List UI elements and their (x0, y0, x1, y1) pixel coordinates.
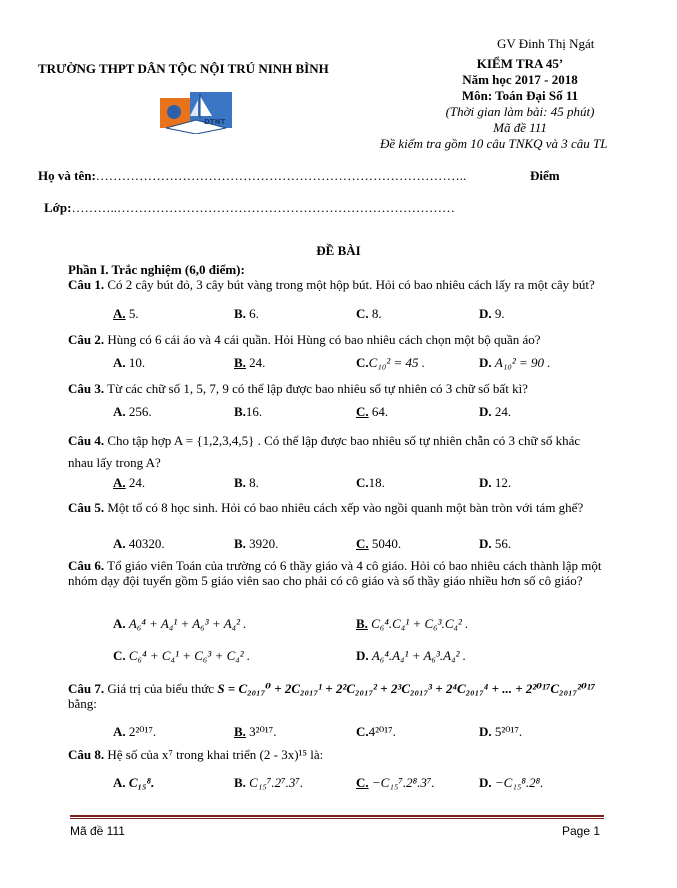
logo-text: DTNT (204, 118, 226, 126)
exam-time: (Thời gian làm bài: 45 phút) (445, 104, 595, 119)
option-d[interactable]: D. 24. (479, 404, 512, 419)
option-d[interactable]: D. A₆⁴.A₄¹ + A₆³.A₄² . (356, 648, 466, 663)
page-title: ĐỀ BÀI (316, 243, 361, 258)
option-d[interactable]: D. 9. (479, 306, 505, 321)
exam-code: Mã đề 111 (493, 120, 547, 135)
exam-subject: Môn: Toán Đại Số 11 (461, 88, 579, 103)
question-4: Câu 4. Cho tập hợp A = {1,2,3,4,5} . Có thể lập được bao nhiêu số tự nhiên chẵn có 3 chữ số khác nhau lấy trong A? (68, 433, 581, 470)
option-a[interactable]: A. 5. (113, 306, 139, 321)
footer-page: Page 1 (562, 824, 601, 838)
footer-code: Mã đề 111 (70, 824, 125, 838)
option-b[interactable]: B. 6. (234, 306, 259, 321)
option-c[interactable]: C. 8. (356, 306, 382, 321)
question-1 (68, 277, 603, 292)
class-line (44, 200, 455, 216)
option-d[interactable]: D. −C₁₅⁸.2⁸. (479, 775, 544, 790)
question-5: Câu 5. Một tổ có 8 học sinh. Hỏi có bao nhiêu cách xếp vào ngồi quanh một bàn tròn với tám ghế? (68, 500, 584, 515)
option-d[interactable]: D. 12. (479, 475, 512, 490)
name-label: Họ và tên: (38, 168, 96, 183)
option-c[interactable]: C.C₁₀² = 45 . (356, 355, 426, 370)
question-label: Câu 1. (68, 277, 105, 292)
option-d[interactable]: D. 56. (479, 536, 512, 551)
option-d[interactable]: D. A₁₀² = 90 . (479, 355, 551, 370)
question-6: Câu 6. Tổ giáo viên Toán của trường có 6 thầy giáo và 4 cô giáo. Hỏi có bao nhiêu cách thành lập một nhóm dạy đội tuyển gồm 5 giáo viên sao cho phải có cô giáo và số thầy giáo nhiều hơn số cô giáo? (68, 558, 602, 588)
option-a[interactable]: A. 24. (113, 475, 146, 490)
option-b[interactable]: B. C₆⁴.C₄¹ + C₆³.C₄² . (356, 616, 469, 631)
option-a[interactable]: A. 10. (113, 355, 146, 370)
question-text: Có 2 cây bút đỏ, 3 cây bút vàng trong một hộp bút. Hỏi có bao nhiêu cách lấy ra một cây bút? (107, 277, 595, 292)
exam-title: KIỂM TRA 45’ (476, 56, 564, 71)
option-c[interactable]: C.18. (356, 475, 385, 490)
math-expression: S = C₂₀₁₇⁰ + 2C₂₀₁₇¹ + 2²C₂₀₁₇² + 2³C₂₀₁₇³ + 2⁴C₂₀₁₇⁴ + ... + 2²⁰¹⁷C₂₀₁₇²⁰¹⁷ (217, 681, 596, 696)
teacher-name: GV Đinh Thị Ngát (497, 36, 595, 51)
option-a[interactable]: A. 2²⁰¹⁷. (113, 724, 157, 739)
option-a[interactable]: A. 40320. (113, 536, 165, 551)
name-line (38, 168, 466, 184)
option-c[interactable]: C. 5040. (356, 536, 402, 551)
school-year: Năm học 2017 - 2018 (462, 72, 578, 87)
part-heading: Phần I. Trắc nghiệm (6,0 điểm): (68, 262, 245, 277)
class-label: Lớp: (44, 200, 72, 215)
option-b[interactable]: B. 3²⁰¹⁷. (234, 724, 277, 739)
option-d[interactable]: D. 5²⁰¹⁷. (479, 724, 523, 739)
question-7: Câu 7. Giá trị của biểu thức S = C₂₀₁₇⁰ + 2C₂₀₁₇¹ + 2²C₂₀₁₇² + 2³C₂₀₁₇³ + 2⁴C₂₀₁₇⁴ + ... + 2²⁰¹⁷C₂₀₁₇²⁰¹⁷ bằng: (68, 681, 596, 711)
option-b[interactable]: B. C₁₅⁷.2⁷.3⁷. (234, 775, 304, 790)
option-a[interactable]: A. A₆⁴ + A₄¹ + A₆³ + A₄² . (113, 616, 247, 631)
option-b[interactable]: B.16. (234, 404, 263, 419)
option-c[interactable]: C. C₆⁴ + C₄¹ + C₆³ + C₄² . (113, 648, 251, 663)
score-label: Điểm (530, 168, 560, 183)
question-2: Câu 2. Hùng có 6 cái áo và 4 cái quần. Hỏi Hùng có bao nhiêu cách chọn một bộ quần áo? (68, 332, 541, 347)
option-a[interactable]: A. C₁₅⁸. (113, 775, 155, 790)
school-name: TRƯỜNG THPT DÂN TỘC NỘI TRÚ NINH BÌNH (38, 61, 329, 76)
option-b[interactable]: B. 24. (234, 355, 266, 370)
option-c[interactable]: C. −C₁₅⁷.2⁸.3⁷. (356, 775, 435, 790)
school-logo (160, 92, 232, 134)
question-3: Câu 3. Từ các chữ số 1, 5, 7, 9 có thể lập được bao nhiêu số tự nhiên có 3 chữ số bất kì? (68, 381, 528, 396)
option-a[interactable]: A. 256. (113, 404, 152, 419)
exam-structure: Đề kiểm tra gồm 10 câu TNKQ và 3 câu TL (380, 136, 608, 151)
name-dots[interactable]: ………………………………………………………………………….. (95, 168, 467, 183)
class-dots[interactable]: ………..…………………………………………………………………… (71, 200, 455, 215)
footer-divider (70, 815, 604, 817)
question-8: Câu 8. Hệ số của x⁷ trong khai triển (2 - 3x)¹⁵ là: (68, 747, 324, 762)
option-c[interactable]: C. 64. (356, 404, 389, 419)
footer-divider-thin (70, 818, 604, 819)
option-b[interactable]: B. 3920. (234, 536, 279, 551)
option-b[interactable]: B. 8. (234, 475, 259, 490)
option-c[interactable]: C.4²⁰¹⁷. (356, 724, 396, 739)
